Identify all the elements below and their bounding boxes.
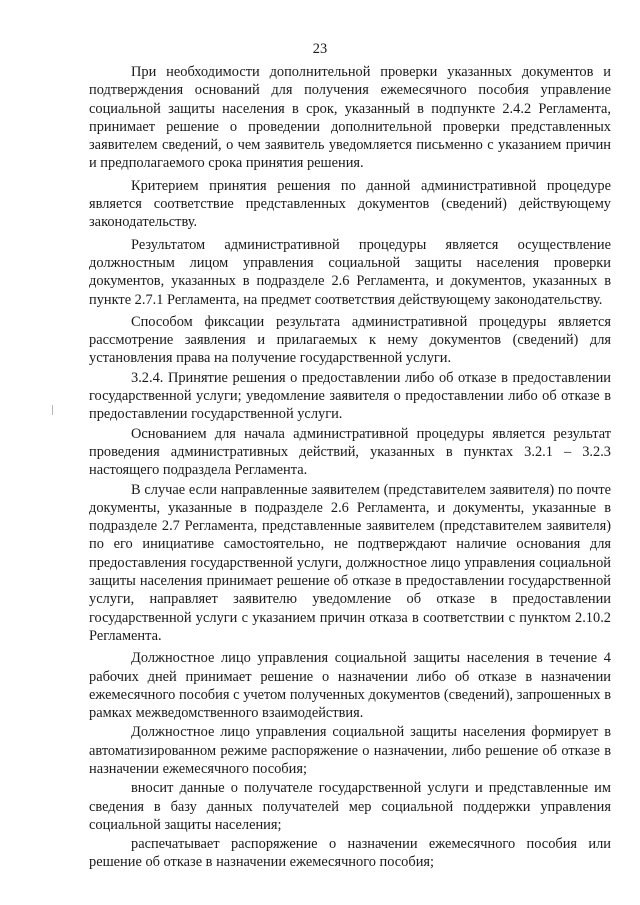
document-body xyxy=(89,63,611,873)
paragraph-section-3-2-4: 3.2.4. Принятие решения о предоставлении либо об отказе в предоставлении государственной услуги; уведомление заявителя о предоставлении либо об отказе в предоставлении государственной услуги. xyxy=(89,369,611,423)
margin-mark xyxy=(52,405,53,415)
paragraph-four-working-days: Должностное лицо управления социальной защиты населения в течение 4 рабочих дней принимает решение о назначении либо об отказе в назначении ежемесячного пособия с учетом полученных документов (сведений), запрошенных в рамках межведомственного взаимодействия. xyxy=(89,650,611,722)
paragraph-prints-order: распечатывает распоряжение о назначении ежемесячного пособия или решение об отказе в назначении ежемесячного пособия; xyxy=(89,836,611,871)
paragraph-result-fixation: Способом фиксации результата административной процедуры является рассмотрение заявления и прилагаемых к нему документов (сведений) для установления права на получение государственной услуги. xyxy=(89,313,611,367)
paragraph-additional-verification: При необходимости дополнительной проверки указанных документов и подтверждения оснований для получения ежемесячного пособия управление социальной защиты населения в срок, указанный в подпункте 2.4.2 Регламента, принимает решение о проведении дополнительной проверки представленных заявителем сведений, о чем заявитель уведомляется письменно с указанием причин и предполагаемого срока принятия решения. xyxy=(89,64,611,172)
paragraph-procedure-result: Результатом административной процедуры является осуществление должностным лицом управления социальной защиты населения проверки документов, указанных в подразделе 2.6 Регламента, и документов, указанных в пункте 2.7.1 Регламента, на предмет соответствия действующему законодательству. xyxy=(89,236,611,308)
paragraph-postal-documents-refusal: В случае если направленные заявителем (представителем заявителя) по почте документы, указанные в подразделе 2.6 Регламента, и документы, указанные в подразделе 2.7 Регламента, представленные заявителем (представителем заявителя) по его инициативе самостоятельно, не подтверждают наличие основания для предоставления государственной услуги, должностное лицо управления социальной защиты населения принимает решение об отказе в предоставлении государственной услуги, направляет заявителю уведомление об отказе в предоставлении государственной услуги с указанием причин отказа в соответствии с пунктом 2.10.2 Регламента. xyxy=(89,481,611,644)
paragraph-decision-criterion: Критерием принятия решения по данной административной процедуре является соответствие представленных документов (сведений) действующему законодательству. xyxy=(89,177,611,231)
paragraph-enters-data: вносит данные о получателе государственной услуги и представленные им сведения в базу данных получателей мер социальной поддержки управления социальной защиты населения; xyxy=(89,780,611,833)
paragraph-forms-order: Должностное лицо управления социальной защиты населения формирует в автоматизированном режиме распоряжение о назначении, либо решение об отказе в назначении ежемесячного пособия; xyxy=(89,724,611,777)
paragraph-procedure-basis: Основанием для начала административной процедуры является результат проведения административных действий, указанных в пунктах 3.2.1 – 3.2.3 настоящего подраздела Регламента. xyxy=(89,425,611,479)
page-number: 23 xyxy=(312,41,328,57)
